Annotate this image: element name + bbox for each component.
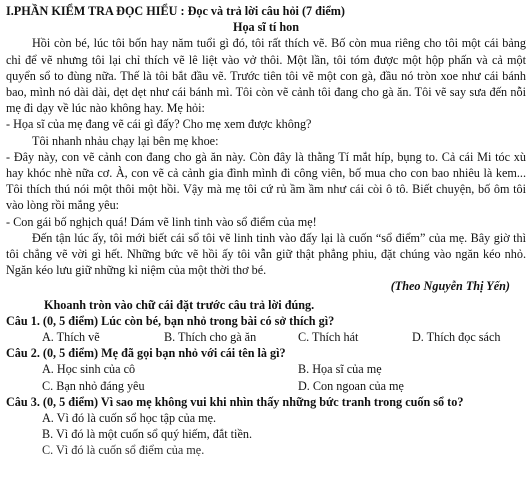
option-3c: C. Vì đó là cuốn sổ điểm của mẹ.	[42, 443, 205, 458]
question-2-options-row-1	[6, 361, 526, 377]
question-3: Câu 3. (0, 5 điểm) Vì sao mẹ không vui khi nhìn thấy những bức tranh trong cuốn sổ to?	[6, 394, 464, 409]
story-paragraph-3: Đến tận lúc ấy, tôi mới biết cái sổ tôi vẽ linh tinh vào đấy lại là cuốn “sổ điểm” của mẹ. Bây giờ thì tôi chẳng vẽ vời gì hết. Những bức vẽ hồi ấy tôi vẫn giữ thật phẳng phiu, đặt chúng vào ngăn kéo nhỏ. Ngăn kéo lưu giữ những kỉ niệm của một thời thơ bé.	[6, 230, 526, 278]
author-credit: (Theo Nguyễn Thị Yến)	[390, 279, 510, 294]
story-paragraph-2: Tôi nhanh nhảu chạy lại bên mẹ khoe:	[32, 133, 219, 148]
question-2: Câu 2. (0, 5 điểm) Mẹ đã gọi bạn nhỏ với cái tên là gì?	[6, 346, 286, 361]
option-1b: B. Thích cho gà ăn	[164, 330, 257, 345]
option-3b: B. Vì đó là một cuốn sổ quý hiếm, đắt tiền.	[42, 427, 252, 442]
option-1a: A. Thích vẽ	[42, 330, 100, 345]
option-2a: A. Học sinh của cô	[42, 362, 136, 377]
instruction: Khoanh tròn vào chữ cái đặt trước câu trả lời đúng.	[44, 297, 315, 312]
section-heading: I.PHẦN KIỂM TRA ĐỌC HIỂU : Đọc và trả lời câu hỏi (7 điểm)	[6, 4, 345, 18]
question-1: Câu 1. (0, 5 điểm) Lúc còn bé, bạn nhỏ trong bài có sở thích gì?	[6, 313, 335, 328]
question-1-options	[6, 329, 526, 345]
option-3a: A. Vì đó là cuốn sổ học tập của mẹ.	[42, 411, 217, 426]
dialog-line-1: - Họa sĩ của mẹ đang vẽ cái gì đấy? Cho mẹ xem được không?	[6, 117, 312, 132]
option-1c: C. Thích hát	[298, 330, 359, 345]
option-2b: B. Họa sĩ của mẹ	[298, 362, 382, 377]
option-1d: D. Thích đọc sách	[412, 330, 501, 345]
dialog-line-2: - Đây này, con vẽ cảnh con đang cho gà ăn này. Còn đây là thằng Tí mắt híp, bụng to. Cả cái Mi tóc xù hay khóc nhè nữa cơ. À, con vẽ cả cảnh gia đình mình đi công viên, bố mua cho con bao nhiêu là kem... Tôi thích thú nói một thôi một hồi. Vậy mà mẹ tôi cứ rủ ầm ầm như cái còi ô tô. Biết chuyện, bố ôm tôi vào lòng rồi mắng yêu:	[6, 149, 526, 213]
option-2c: C. Bạn nhỏ đáng yêu	[42, 378, 145, 393]
option-2d: D. Con ngoan của mẹ	[298, 378, 404, 393]
question-2-options-row-2	[6, 378, 526, 394]
story-title: Họa sĩ tí hon	[232, 20, 300, 35]
story-paragraph-1: Hồi còn bé, lúc tôi bốn hay năm tuổi gì đó, tôi rất thích vẽ. Bố còn mua riêng cho tôi một cái bảng chỉ để vẽ nhưng tôi lại chỉ thích vẽ lê liệt vào vở thôi. Một lần, tôi tóm được một hộp phấn và cả một quyển sổ to đùng nữa. Thế là tôi bắt đầu vẽ. Trước tiên tôi vẽ một con gà, đầu nó tròn xoe như cái bánh bao, mình nó dài dài, dẹt dẹt như cái bánh mì. Tôi còn vẽ cảnh tôi đang cho gà ăn. Tôi vẽ say sưa đến nỗi mẹ đi dạy về lúc nào không hay. Mẹ hỏi:	[6, 36, 526, 116]
dialog-line-3: - Con gái bố nghịch quá! Dám vẽ linh tinh vào sổ điểm của mẹ!	[6, 214, 317, 229]
